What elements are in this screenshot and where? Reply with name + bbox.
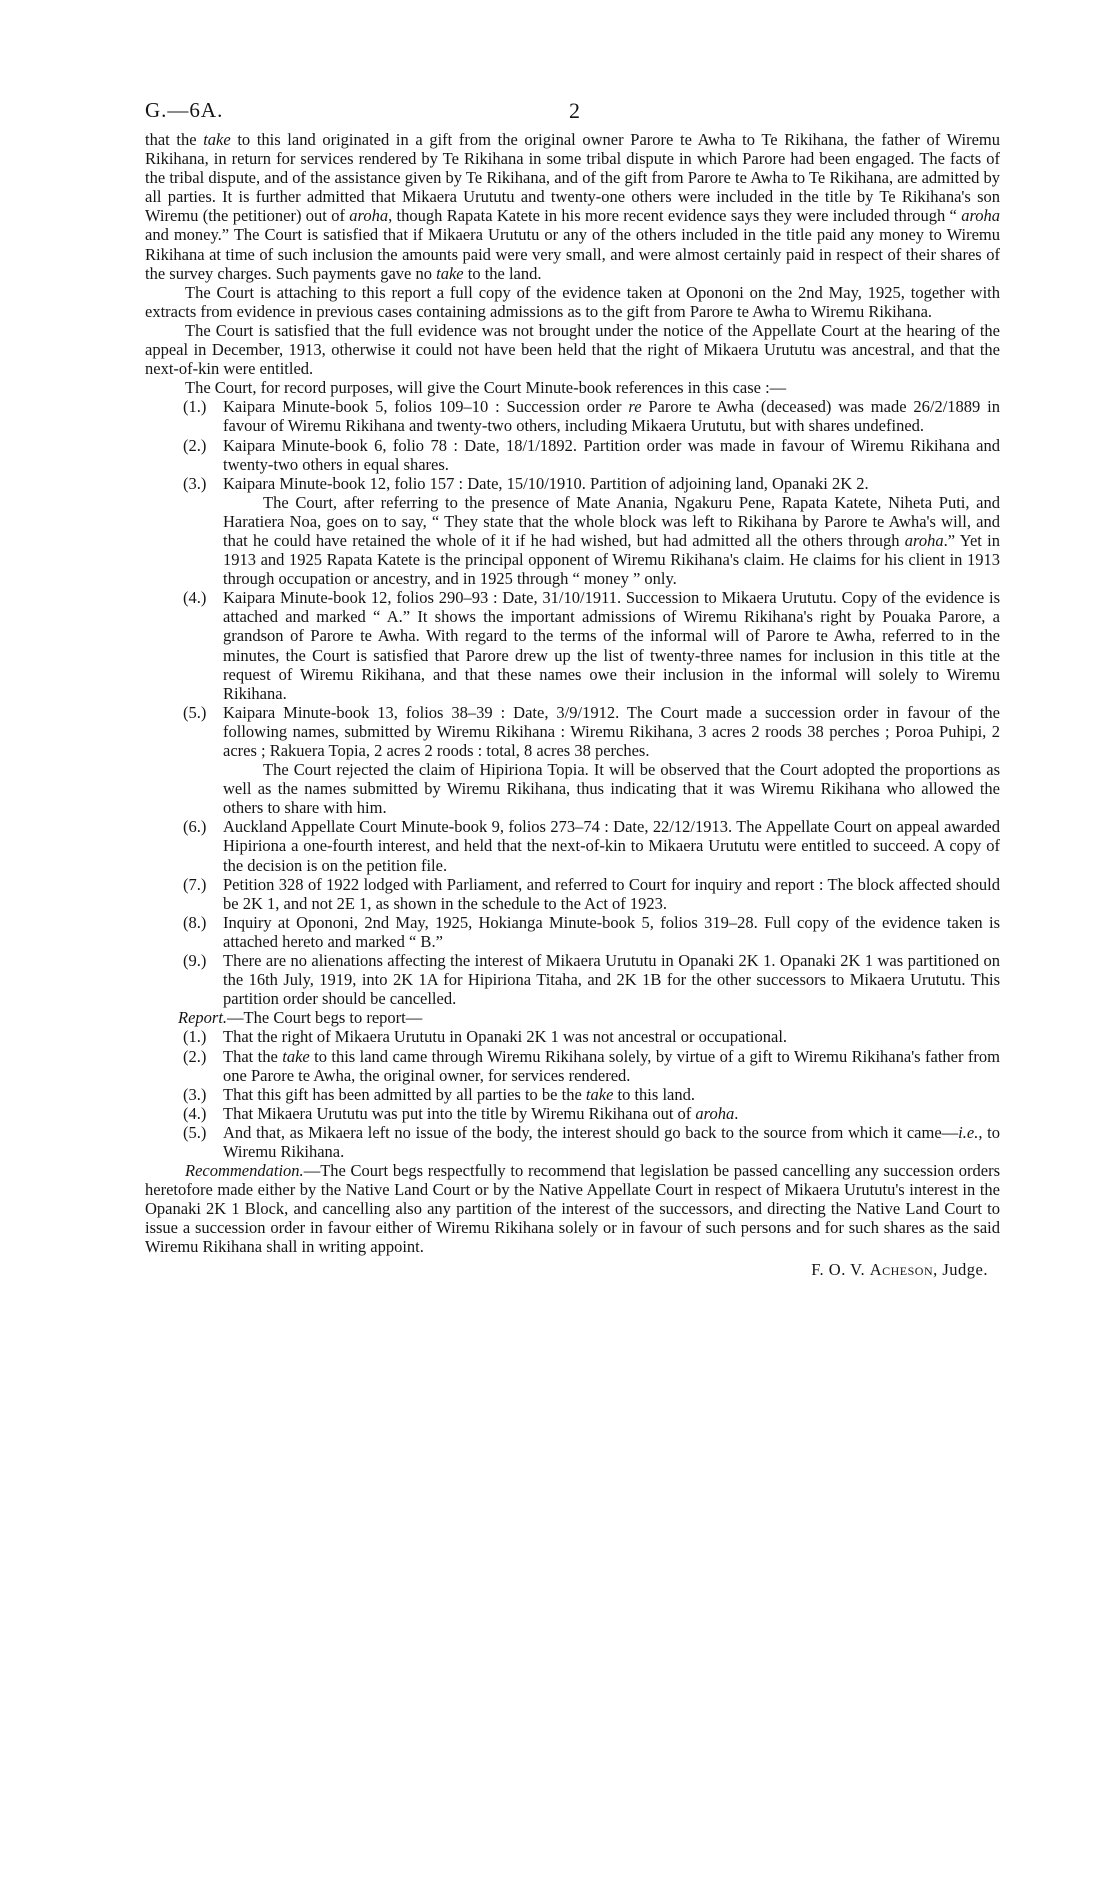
text-run: .” Yet in 1913 and 1925 Rapata Katete is the principal opponent of Wiremu Rikihana's claim. He claims for his client in 1913 through occupation or ancestry, and in 1925 through “ money ” only. bbox=[223, 530, 1001, 589]
item-number: (2.) bbox=[183, 1046, 207, 1066]
item-number: (7.) bbox=[183, 874, 207, 894]
reference-item-6 bbox=[183, 817, 1000, 875]
italic-term: take bbox=[203, 130, 231, 149]
item-number: (6.) bbox=[183, 817, 207, 837]
item-subparagraph bbox=[223, 493, 1000, 588]
report-heading bbox=[145, 1008, 1000, 1027]
reference-item-5 bbox=[183, 702, 1000, 818]
reference-item-9 bbox=[183, 951, 1000, 1009]
italic-term: aroha bbox=[349, 206, 389, 226]
text-run: —The Court begs respectfully to recommend that legislation be passed cancelling any succession orders heretofore made either by the Native Land Court or by the Native Appellate Court in respect of Mikaera Urututu's interest in the Opanaki 2K 1 Block, and cancelling also any partition of the interest of the successors, and directing the Native Land Court to issue a succession order in favour either of Wiremu Rikihana solely or in favour of such persons and for such shares as the said Wiremu Rikihana shall in writing appoint. bbox=[145, 1161, 1000, 1257]
text-run: to this land. bbox=[613, 1084, 695, 1104]
report-item-4 bbox=[183, 1103, 1000, 1123]
item-text bbox=[223, 1123, 1000, 1161]
text-run: That Mikaera Urututu was put into the title by Wiremu Rikihana out of bbox=[223, 1103, 696, 1123]
reference-item-3 bbox=[183, 473, 1001, 589]
recommendation-paragraph bbox=[145, 1161, 1000, 1256]
italic-term: take bbox=[436, 263, 464, 283]
italic-term: i.e. bbox=[958, 1122, 979, 1142]
text-run: That this gift has been admitted by all parties to be the bbox=[223, 1084, 586, 1104]
text-run: —The Court begs to report— bbox=[227, 1008, 423, 1028]
item-number: (2.) bbox=[183, 435, 207, 455]
italic-term: take bbox=[282, 1046, 310, 1066]
page-number: 2 bbox=[569, 98, 580, 123]
reference-item-8 bbox=[183, 912, 1000, 951]
item-text: That the right of Mikaera Urututu in Opanaki 2K 1 was not ancestral or occupational. bbox=[223, 1027, 788, 1047]
recommendation-label: Recommendation. bbox=[185, 1161, 304, 1181]
reference-item-7 bbox=[183, 874, 1000, 913]
item-number: (3.) bbox=[183, 473, 207, 493]
italic-term: re bbox=[628, 397, 642, 417]
reference-item-2 bbox=[183, 435, 1000, 474]
paragraph-appellate-court: The Court is satisfied that the full evidence was not brought under the notice of the Appellate Court at the hearing of the appeal in December, 1913, otherwise it could not have been held that the right of Mikaera Urututu was ancestral, and that the next-of-kin were entitled. bbox=[145, 320, 1000, 379]
item-text bbox=[223, 1085, 1000, 1104]
item-number: (9.) bbox=[183, 951, 207, 971]
item-number: (5.) bbox=[183, 1122, 207, 1142]
item-number: (3.) bbox=[183, 1084, 207, 1104]
text-run: and money.” The Court is satisfied that if Mikaera Urututu or any of the others included in the title paid any money to Wiremu Rikihana at time of such inclusion the amounts paid were very small, and were almost certainly paid in respect of their shares of the survey charges. Such payments gave no bbox=[145, 225, 1000, 283]
signature-title: , Judge. bbox=[933, 1259, 988, 1279]
report-item-1 bbox=[183, 1027, 1000, 1047]
item-text bbox=[223, 1104, 1000, 1123]
report-item-2 bbox=[183, 1046, 1000, 1085]
item-text bbox=[223, 1047, 1000, 1085]
text-run: Kaipara Minute-book 5, folios 109–10 : Succession order bbox=[223, 397, 629, 417]
text-run: that the bbox=[145, 130, 204, 149]
item-text: Kaipara Minute-book 12, folios 290–93 : Date, 31/10/1911. Succession to Mikaera Urututu. Copy of the evidence is attached and marked “ A.” It shows the important admissions of Wiremu Rikihana's right by Pouaka Parore, a grandson of Parore te Awha. With regard to the terms of the informal will of Parore te Awha, referred to in the minutes, the Court is satisfied that Parore drew up the list of twenty-three names for inclusion in this title at the request of Wiremu Rikihana, and that these names owe their inclusion in the informal will solely to Wiremu Rikihana. bbox=[223, 588, 1000, 703]
text-run: The Court, after referring to the presence of Mate Anania, Ngakuru Pene, Rapata Katete, Niheta Puti, and Haratiera Noa, goes on to say, “ They state that the whole block was left to Rikihana by Parore te Awha's will, and that he could have retained the whole of it if he had wished, but had admitted all the others through bbox=[223, 492, 1000, 550]
item-text bbox=[223, 397, 1000, 435]
italic-term: aroha bbox=[695, 1103, 735, 1123]
document-body bbox=[145, 130, 1000, 1279]
item-number: (4.) bbox=[183, 588, 207, 608]
report-item-3 bbox=[183, 1084, 1000, 1104]
document-reference: G.—6A. bbox=[145, 98, 224, 122]
document-page bbox=[145, 98, 1000, 1279]
signature-surname: Acheson bbox=[869, 1259, 934, 1279]
italic-term: take bbox=[585, 1084, 614, 1104]
text-run: That the bbox=[223, 1046, 283, 1066]
item-text: There are no alienations affecting the interest of Mikaera Urututu in Opanaki 2K 1. Opanaki 2K 1 was partitioned on the 16th July, 1919, into 2K 1A for Hipiriona Titaha, and 2K 1B for the other successors to Mikaera Urututu. This partition order should be cancelled. bbox=[223, 951, 1000, 1009]
item-number: (4.) bbox=[183, 1103, 207, 1123]
report-label: Report. bbox=[178, 1008, 228, 1028]
paragraph-attached-evidence: The Court is attaching to this report a full copy of the evidence taken at Opononi on the 2nd May, 1925, together with extracts from evidence in previous cases containing admissions as to the gift from Parore te Awha to Wiremu Rikihana. bbox=[145, 282, 1000, 321]
text-run: , though Rapata Katete in his more recent evidence says they were included through “ bbox=[388, 206, 962, 226]
item-number: (5.) bbox=[183, 702, 207, 722]
item-number: (1.) bbox=[183, 1027, 207, 1047]
item-number: (8.) bbox=[183, 912, 207, 932]
item-text: Kaipara Minute-book 12, folio 157 : Date, 15/10/1910. Partition of adjoining land, Opanaki 2K 2. bbox=[223, 473, 869, 493]
item-text: Inquiry at Opononi, 2nd May, 1925, Hokianga Minute-book 5, folios 319–28. Full copy of the evidence taken is attached hereto and marked “ B.” bbox=[223, 912, 1000, 951]
signature-initials: F. O. V. bbox=[811, 1259, 870, 1279]
reference-item-4 bbox=[183, 588, 1000, 703]
text-run: to the land. bbox=[463, 263, 542, 283]
item-text: Auckland Appellate Court Minute-book 9, folios 273–74 : Date, 22/12/1913. The Appellate Court on appeal awarded Hipiriona a one-fourth interest, and held that the next-of-kin to Mikaera Urututu were entitled to succeed. A copy of the decision is on the petition file. bbox=[223, 817, 1000, 875]
report-item-5 bbox=[183, 1122, 1000, 1161]
item-text: Kaipara Minute-book 6, folio 78 : Date, 18/1/1892. Partition order was made in favour of Wiremu Rikihana and twenty-two others in equal shares. bbox=[223, 435, 1000, 474]
italic-term: aroha bbox=[961, 206, 1001, 226]
item-text: Kaipara Minute-book 13, folios 38–39 : Date, 3/9/1912. The Court made a succession order in favour of the following names, submitted by Wiremu Rikihana : Wiremu Rikihana, 3 acres 2 roods 38 perches ; Poroa Puhipi, 2 acres ; Rakuera Topia, 2 acres 2 roods : total, 8 acres 38 perches. bbox=[223, 702, 1000, 760]
item-subparagraph: The Court rejected the claim of Hipiriona Topia. It will be observed that the Court adopted the proportions as well as the names submitted by Wiremu Rikihana, thus indicating that it was Wiremu Rikihana who allowed the others to share with him. bbox=[223, 760, 1000, 818]
italic-term: aroha bbox=[904, 530, 944, 550]
text-run: to this land originated in a gift from the original owner Parore te Awha to Te Rikihana, the father of Wiremu Rikihana, in return for services rendered by Te Rikihana in some tribal dispute in which Parore had been engaged. The facts of the tribal dispute, and of the assistance given by Te Rikihana, and of the gift from Parore te Awha to Te Rikihana, are admitted by all parties. It is further admitted that Mikaera Urututu and twenty-one others were included in the title by Te Rikihana's son Wiremu (the petitioner) out of bbox=[145, 130, 1000, 226]
page-header bbox=[145, 98, 1000, 130]
text-run: And that, as Mikaera left no issue of the body, the interest should go back to the source from which it came— bbox=[223, 1122, 959, 1142]
paragraph-minute-book-intro: The Court, for record purposes, will give the Court Minute-book references in this case :— bbox=[185, 378, 787, 398]
text-run: Parore te Awha (deceased) was made 26/2/1889 in favour of Wiremu Rikihana and twenty-two others, including Mikaera Urututu, but with shares undefined. bbox=[223, 397, 1000, 436]
item-number: (1.) bbox=[183, 397, 207, 417]
reference-item-1 bbox=[183, 397, 1000, 436]
judge-signature bbox=[145, 1260, 1000, 1279]
text-run: , to Wiremu Rikihana. bbox=[223, 1122, 1000, 1161]
item-text: Petition 328 of 1922 lodged with Parliament, and referred to Court for inquiry and report : The block affected should be 2K 1, and not 2E 1, as shown in the schedule to the Act of 1923. bbox=[223, 874, 1000, 913]
paragraph-origin-of-take bbox=[145, 130, 1000, 283]
text-run: . bbox=[734, 1103, 739, 1123]
text-run: to this land came through Wiremu Rikihana solely, by virtue of a gift to Wiremu Rikihana's father from one Parore te Awha, the original owner, for services rendered. bbox=[223, 1046, 1000, 1085]
